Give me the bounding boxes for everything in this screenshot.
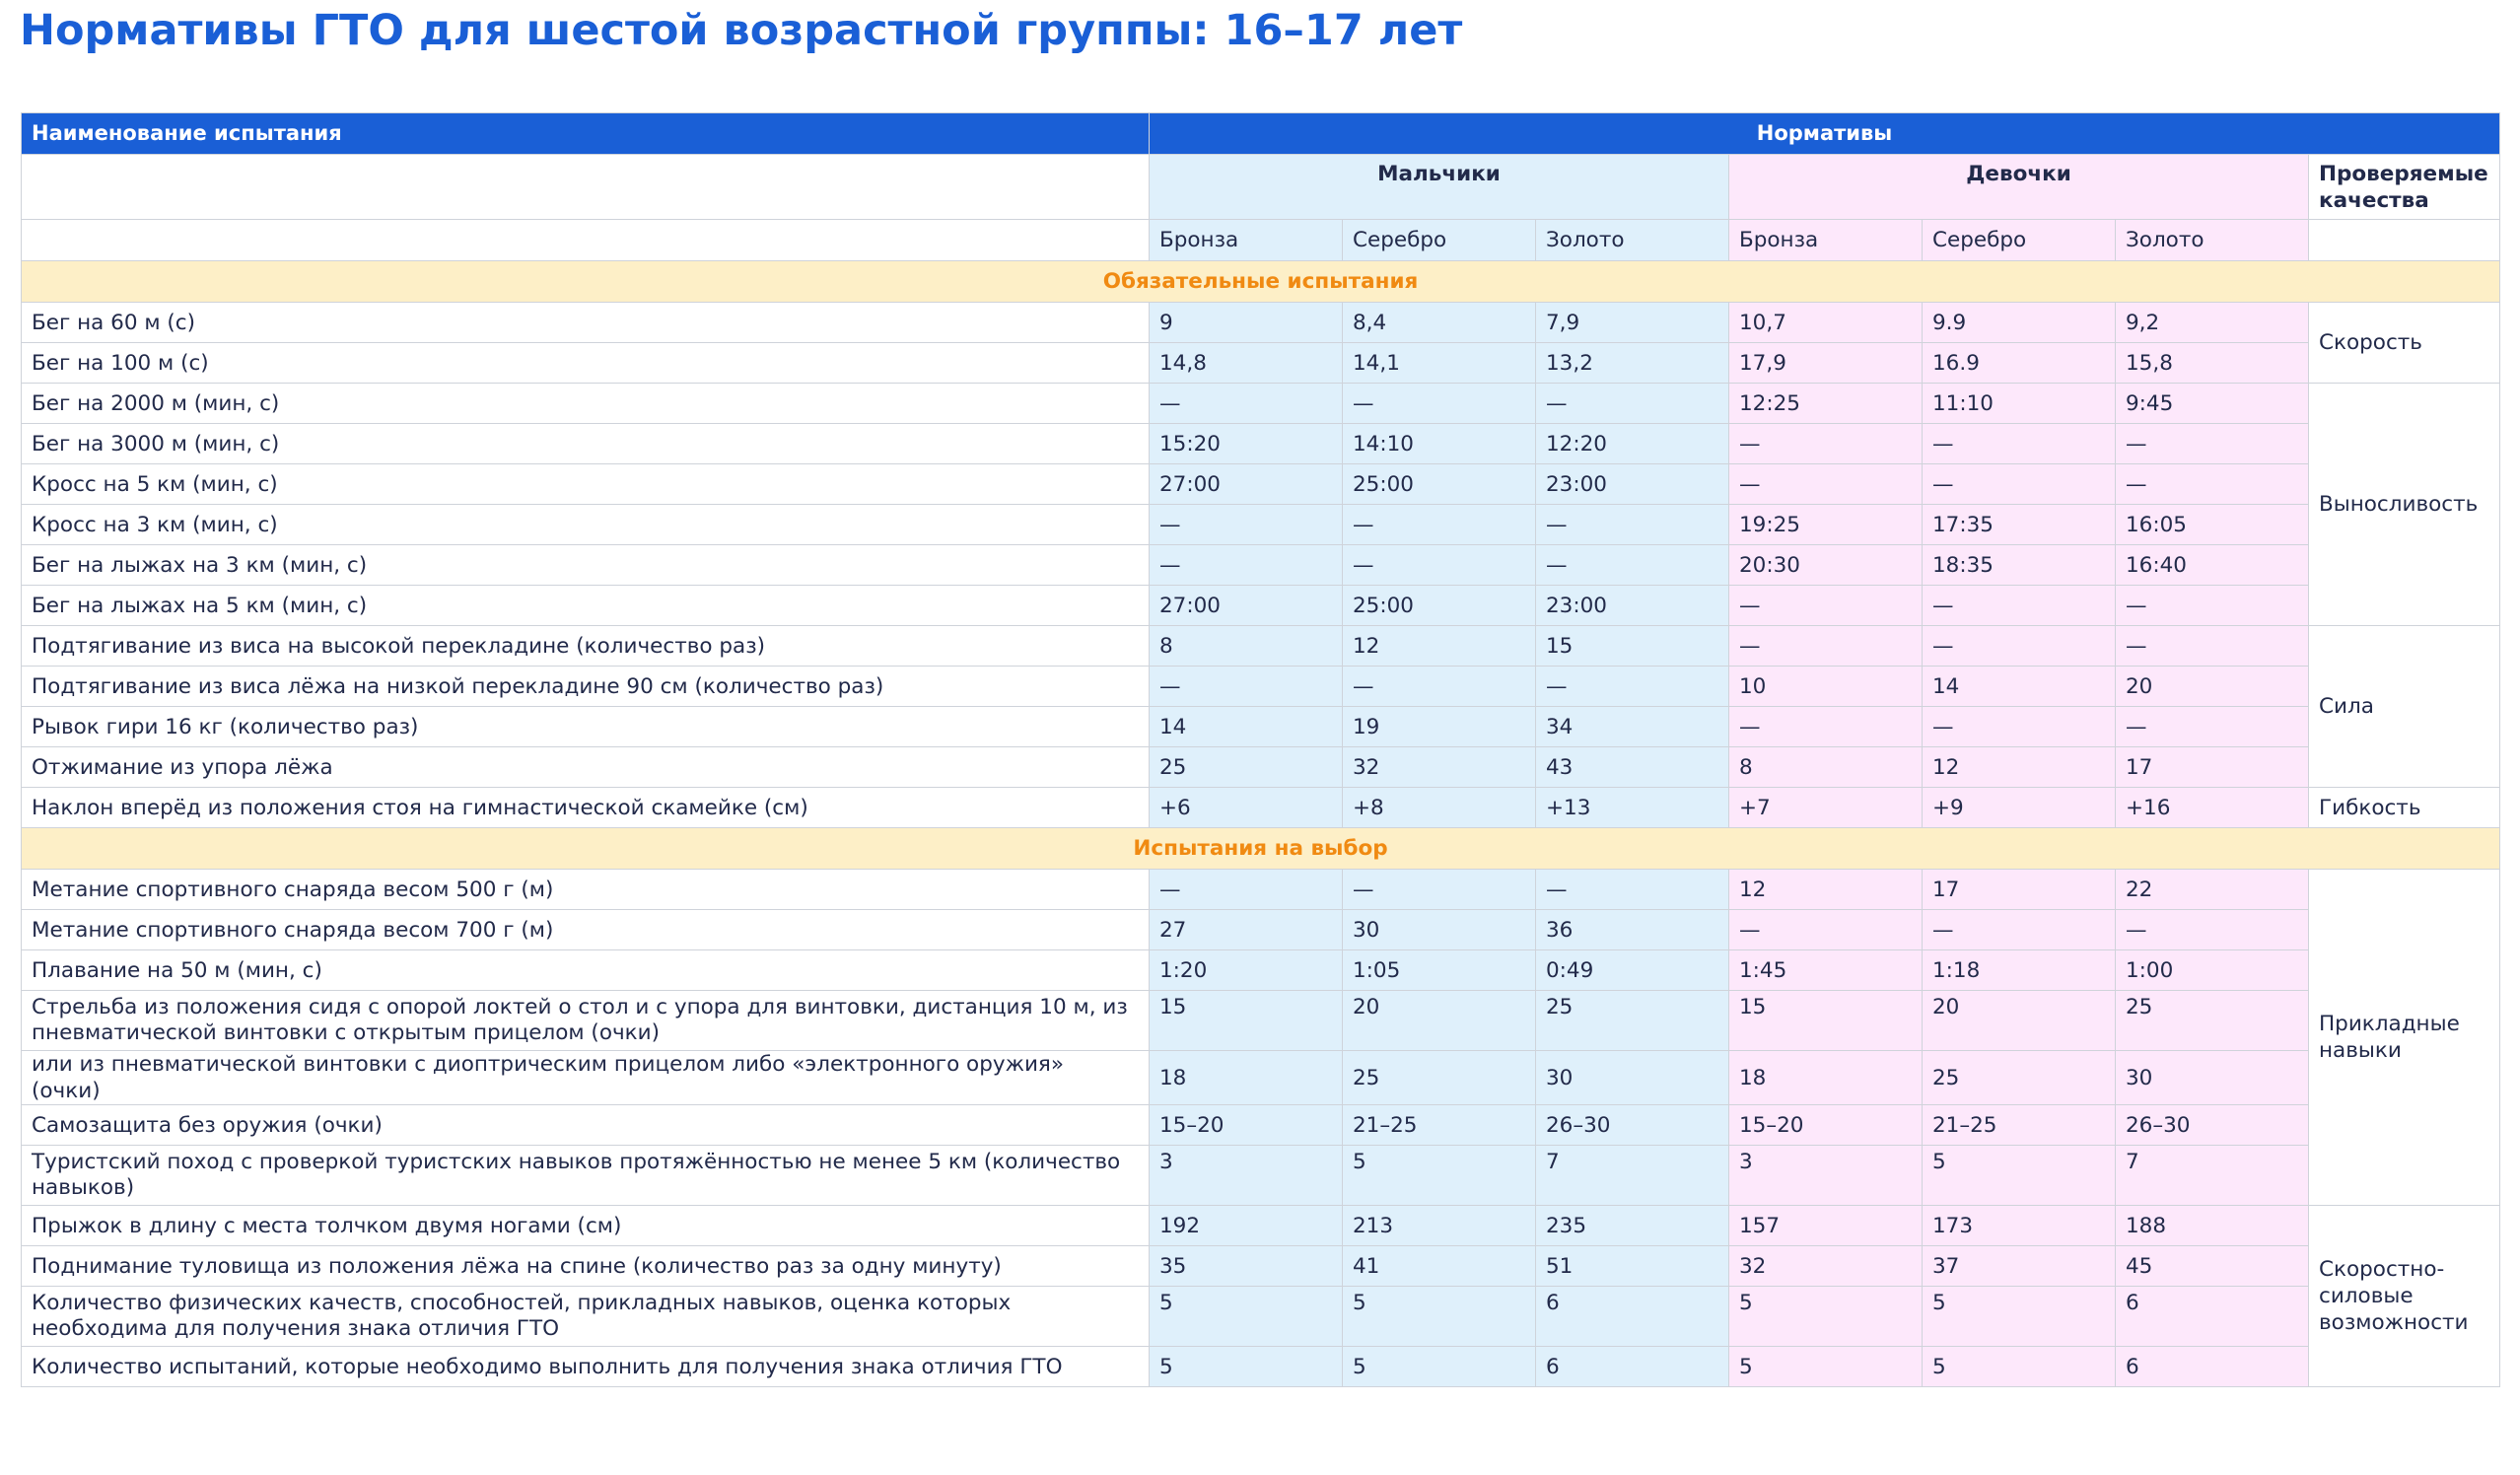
header-girls: Девочки: [1729, 155, 2309, 220]
girls-silver-value: +9: [1923, 788, 2116, 828]
girls-bronze-value: 1:45: [1729, 950, 1923, 991]
girls-gold-value: 6: [2116, 1287, 2309, 1347]
girls-bronze-value: —: [1729, 707, 1923, 747]
table-row: [22, 1051, 2500, 1105]
girls-bronze-value: 15: [1729, 991, 1923, 1051]
boys-silver-value: —: [1343, 384, 1536, 424]
quality-cell-applied: Прикладные навыки: [2309, 870, 2500, 1206]
girls-silver-value: 5: [1923, 1287, 2116, 1347]
test-name-cell: Прыжок в длину с места толчком двумя ногами (см): [22, 1206, 1150, 1246]
boys-gold-header: Золото: [1536, 220, 1729, 261]
boys-bronze-value: —: [1150, 545, 1343, 586]
table-row: [22, 343, 2500, 384]
test-name-cell: Метание спортивного снаряда весом 500 г (м): [22, 870, 1150, 910]
boys-gold-value: —: [1536, 870, 1729, 910]
girls-silver-value: 12: [1923, 747, 2116, 788]
test-name-cell: Стрельба из положения сидя с опорой локтей о стол и с упора для винтовки, дистанция 10 м, из пневматической винтовки с открытым прицелом (очки): [22, 991, 1150, 1051]
girls-silver-header: Серебро: [1923, 220, 2116, 261]
girls-silver-value: 1:18: [1923, 950, 2116, 991]
boys-silver-value: 1:05: [1343, 950, 1536, 991]
boys-gold-value: 0:49: [1536, 950, 1729, 991]
girls-silver-value: 18:35: [1923, 545, 2116, 586]
test-name-cell: Кросс на 3 км (мин, с): [22, 505, 1150, 545]
boys-gold-value: 7,9: [1536, 303, 1729, 343]
boys-gold-value: 12:20: [1536, 424, 1729, 464]
boys-bronze-value: 14: [1150, 707, 1343, 747]
test-name-cell: Количество физических качеств, способностей, прикладных навыков, оценка которых необходима для получения знака отличия ГТО: [22, 1287, 1150, 1347]
boys-silver-value: 19: [1343, 707, 1536, 747]
girls-silver-value: 5: [1923, 1146, 2116, 1206]
section-title: Обязательные испытания: [22, 261, 2500, 303]
boys-silver-value: 32: [1343, 747, 1536, 788]
girls-bronze-value: 10,7: [1729, 303, 1923, 343]
girls-bronze-value: 17,9: [1729, 343, 1923, 384]
girls-gold-value: 9,2: [2116, 303, 2309, 343]
boys-silver-value: 213: [1343, 1206, 1536, 1246]
quality-cell-speed: Скорость: [2309, 303, 2500, 384]
boys-silver-value: 25:00: [1343, 464, 1536, 505]
boys-bronze-value: 15:20: [1150, 424, 1343, 464]
boys-silver-value: 14,1: [1343, 343, 1536, 384]
boys-bronze-value: 27:00: [1150, 586, 1343, 626]
boys-silver-value: +8: [1343, 788, 1536, 828]
table-row: [22, 1347, 2500, 1387]
boys-gold-value: 43: [1536, 747, 1729, 788]
table-row: [22, 1105, 2500, 1146]
gender-header-row: [22, 155, 2500, 220]
test-name-cell: Плавание на 50 м (мин, с): [22, 950, 1150, 991]
table-row: [22, 747, 2500, 788]
girls-bronze-value: 10: [1729, 667, 1923, 707]
girls-gold-value: 188: [2116, 1206, 2309, 1246]
boys-silver-value: 8,4: [1343, 303, 1536, 343]
table-row: [22, 950, 2500, 991]
table-row: [22, 424, 2500, 464]
table-row: [22, 991, 2500, 1051]
boys-silver-header: Серебро: [1343, 220, 1536, 261]
girls-silver-value: 5: [1923, 1347, 2116, 1387]
boys-silver-value: 12: [1343, 626, 1536, 667]
girls-gold-value: 30: [2116, 1051, 2309, 1105]
girls-silver-value: 16.9: [1923, 343, 2116, 384]
girls-gold-value: 20: [2116, 667, 2309, 707]
boys-bronze-value: —: [1150, 667, 1343, 707]
test-name-cell: Бег на 60 м (с): [22, 303, 1150, 343]
header-empty-cell: [22, 155, 1150, 220]
boys-gold-value: 15: [1536, 626, 1729, 667]
table-row: [22, 910, 2500, 950]
girls-gold-value: —: [2116, 626, 2309, 667]
boys-bronze-value: 18: [1150, 1051, 1343, 1105]
girls-gold-value: +16: [2116, 788, 2309, 828]
girls-bronze-value: 5: [1729, 1347, 1923, 1387]
boys-bronze-value: 1:20: [1150, 950, 1343, 991]
girls-bronze-value: 3: [1729, 1146, 1923, 1206]
boys-bronze-value: 3: [1150, 1146, 1343, 1206]
girls-gold-value: 45: [2116, 1246, 2309, 1287]
girls-bronze-value: 20:30: [1729, 545, 1923, 586]
gto-norms-table: [21, 112, 2500, 1387]
table-row: [22, 384, 2500, 424]
boys-bronze-value: 8: [1150, 626, 1343, 667]
table-row: [22, 626, 2500, 667]
girls-silver-value: 11:10: [1923, 384, 2116, 424]
girls-gold-value: 7: [2116, 1146, 2309, 1206]
test-name-cell: Бег на лыжах на 5 км (мин, с): [22, 586, 1150, 626]
page-title: Нормативы ГТО для шестой возрастной группы: 16–17 лет: [20, 6, 1463, 55]
table-row: [22, 1146, 2500, 1206]
girls-gold-value: 16:40: [2116, 545, 2309, 586]
boys-silver-value: —: [1343, 545, 1536, 586]
girls-silver-value: —: [1923, 586, 2116, 626]
boys-gold-value: 51: [1536, 1246, 1729, 1287]
boys-bronze-value: 35: [1150, 1246, 1343, 1287]
boys-silver-value: 5: [1343, 1146, 1536, 1206]
girls-silver-value: —: [1923, 424, 2116, 464]
girls-silver-value: 9.9: [1923, 303, 2116, 343]
girls-gold-value: —: [2116, 586, 2309, 626]
test-name-cell: Туристский поход с проверкой туристских навыков протяжённостью не менее 5 км (количество навыков): [22, 1146, 1150, 1206]
boys-bronze-value: 15–20: [1150, 1105, 1343, 1146]
header-boys: Мальчики: [1150, 155, 1729, 220]
quality-cell-endurance: Выносливость: [2309, 384, 2500, 626]
girls-bronze-value: —: [1729, 586, 1923, 626]
girls-bronze-value: 5: [1729, 1287, 1923, 1347]
boys-silver-value: —: [1343, 505, 1536, 545]
girls-gold-value: 1:00: [2116, 950, 2309, 991]
test-name-cell: Метание спортивного снаряда весом 700 г (м): [22, 910, 1150, 950]
boys-gold-value: —: [1536, 505, 1729, 545]
header-qualities: Проверяемые качества: [2309, 155, 2500, 220]
boys-gold-value: 6: [1536, 1347, 1729, 1387]
girls-silver-value: 37: [1923, 1246, 2116, 1287]
test-name-cell: Самозащита без оружия (очки): [22, 1105, 1150, 1146]
header-empty-cell: [22, 220, 1150, 261]
girls-bronze-value: 15–20: [1729, 1105, 1923, 1146]
test-name-cell: Подтягивание из виса лёжа на низкой перекладине 90 см (количество раз): [22, 667, 1150, 707]
girls-silver-value: —: [1923, 626, 2116, 667]
boys-gold-value: 36: [1536, 910, 1729, 950]
table-row: [22, 1206, 2500, 1246]
girls-bronze-value: —: [1729, 626, 1923, 667]
girls-silver-value: 14: [1923, 667, 2116, 707]
boys-bronze-value: 14,8: [1150, 343, 1343, 384]
boys-bronze-header: Бронза: [1150, 220, 1343, 261]
girls-bronze-value: 18: [1729, 1051, 1923, 1105]
girls-silver-value: —: [1923, 464, 2116, 505]
table-row: [22, 707, 2500, 747]
table-row: [22, 303, 2500, 343]
boys-silver-value: —: [1343, 667, 1536, 707]
boys-silver-value: 30: [1343, 910, 1536, 950]
girls-silver-value: 21–25: [1923, 1105, 2116, 1146]
boys-gold-value: 34: [1536, 707, 1729, 747]
test-name-cell: Подтягивание из виса на высокой перекладине (количество раз): [22, 626, 1150, 667]
girls-gold-value: —: [2116, 910, 2309, 950]
boys-bronze-value: 27: [1150, 910, 1343, 950]
girls-bronze-value: —: [1729, 464, 1923, 505]
girls-gold-value: —: [2116, 424, 2309, 464]
boys-silver-value: 41: [1343, 1246, 1536, 1287]
test-name-cell: Бег на 2000 м (мин, с): [22, 384, 1150, 424]
girls-bronze-header: Бронза: [1729, 220, 1923, 261]
quality-cell-strength: Сила: [2309, 626, 2500, 788]
boys-bronze-value: 9: [1150, 303, 1343, 343]
section-row-mandatory: [22, 261, 2500, 303]
boys-bronze-value: 5: [1150, 1287, 1343, 1347]
boys-silver-value: 25: [1343, 1051, 1536, 1105]
test-name-cell: Бег на 100 м (с): [22, 343, 1150, 384]
test-name-cell: Наклон вперёд из положения стоя на гимнастической скамейке (см): [22, 788, 1150, 828]
table-row: [22, 586, 2500, 626]
boys-bronze-value: 27:00: [1150, 464, 1343, 505]
test-name-cell: Поднимание туловища из положения лёжа на спине (количество раз за одну минуту): [22, 1246, 1150, 1287]
girls-bronze-value: 19:25: [1729, 505, 1923, 545]
girls-gold-value: 6: [2116, 1347, 2309, 1387]
boys-silver-value: 5: [1343, 1347, 1536, 1387]
boys-silver-value: —: [1343, 870, 1536, 910]
section-title: Испытания на выбор: [22, 828, 2500, 870]
boys-bronze-value: —: [1150, 384, 1343, 424]
girls-bronze-value: 12:25: [1729, 384, 1923, 424]
girls-gold-value: 26–30: [2116, 1105, 2309, 1146]
girls-bronze-value: —: [1729, 910, 1923, 950]
girls-gold-value: 22: [2116, 870, 2309, 910]
boys-gold-value: 7: [1536, 1146, 1729, 1206]
girls-silver-value: —: [1923, 910, 2116, 950]
test-name-cell: Кросс на 5 км (мин, с): [22, 464, 1150, 505]
header-norms: Нормативы: [1150, 113, 2500, 155]
table-row: [22, 505, 2500, 545]
girls-silver-value: 25: [1923, 1051, 2116, 1105]
girls-silver-value: 17:35: [1923, 505, 2116, 545]
header-test-name: Наименование испытания: [22, 113, 1150, 155]
girls-bronze-value: 8: [1729, 747, 1923, 788]
boys-bronze-value: 15: [1150, 991, 1343, 1051]
girls-bronze-value: +7: [1729, 788, 1923, 828]
table-row: [22, 788, 2500, 828]
boys-gold-value: 25: [1536, 991, 1729, 1051]
girls-gold-value: 25: [2116, 991, 2309, 1051]
boys-bronze-value: 25: [1150, 747, 1343, 788]
girls-gold-value: 9:45: [2116, 384, 2309, 424]
girls-bronze-value: 157: [1729, 1206, 1923, 1246]
table-row: [22, 667, 2500, 707]
girls-silver-value: —: [1923, 707, 2116, 747]
test-name-cell: Бег на лыжах на 3 км (мин, с): [22, 545, 1150, 586]
header-row: [22, 113, 2500, 155]
boys-bronze-value: 192: [1150, 1206, 1343, 1246]
test-name-cell: Рывок гири 16 кг (количество раз): [22, 707, 1150, 747]
girls-bronze-value: 32: [1729, 1246, 1923, 1287]
boys-silver-value: 25:00: [1343, 586, 1536, 626]
quality-cell-speed-strength: Скоростно-силовые возможности: [2309, 1206, 2500, 1387]
test-name-cell: или из пневматической винтовки с диоптрическим прицелом либо «электронного оружия» (очки): [22, 1051, 1150, 1105]
boys-silver-value: 5: [1343, 1287, 1536, 1347]
boys-gold-value: 23:00: [1536, 586, 1729, 626]
boys-bronze-value: 5: [1150, 1347, 1343, 1387]
table-row: [22, 870, 2500, 910]
girls-silver-value: 173: [1923, 1206, 2116, 1246]
boys-gold-value: —: [1536, 545, 1729, 586]
boys-gold-value: 26–30: [1536, 1105, 1729, 1146]
boys-gold-value: 23:00: [1536, 464, 1729, 505]
boys-gold-value: 6: [1536, 1287, 1729, 1347]
girls-silver-value: 17: [1923, 870, 2116, 910]
boys-gold-value: 13,2: [1536, 343, 1729, 384]
girls-gold-value: —: [2116, 464, 2309, 505]
boys-gold-value: —: [1536, 384, 1729, 424]
test-name-cell: Отжимание из упора лёжа: [22, 747, 1150, 788]
quality-cell-flexibility: Гибкость: [2309, 788, 2500, 828]
section-row-optional: [22, 828, 2500, 870]
girls-gold-value: 16:05: [2116, 505, 2309, 545]
boys-bronze-value: —: [1150, 870, 1343, 910]
header-empty-cell: [2309, 220, 2500, 261]
boys-silver-value: 20: [1343, 991, 1536, 1051]
boys-silver-value: 14:10: [1343, 424, 1536, 464]
girls-gold-value: 17: [2116, 747, 2309, 788]
test-name-cell: Количество испытаний, которые необходимо выполнить для получения знака отличия ГТО: [22, 1347, 1150, 1387]
boys-bronze-value: —: [1150, 505, 1343, 545]
boys-gold-value: +13: [1536, 788, 1729, 828]
girls-gold-value: —: [2116, 707, 2309, 747]
boys-gold-value: —: [1536, 667, 1729, 707]
boys-gold-value: 235: [1536, 1206, 1729, 1246]
girls-bronze-value: 12: [1729, 870, 1923, 910]
table-row: [22, 1287, 2500, 1347]
girls-gold-value: 15,8: [2116, 343, 2309, 384]
girls-silver-value: 20: [1923, 991, 2116, 1051]
girls-gold-header: Золото: [2116, 220, 2309, 261]
table-row: [22, 545, 2500, 586]
test-name-cell: Бег на 3000 м (мин, с): [22, 424, 1150, 464]
table-row: [22, 464, 2500, 505]
table-row: [22, 1246, 2500, 1287]
boys-silver-value: 21–25: [1343, 1105, 1536, 1146]
girls-bronze-value: —: [1729, 424, 1923, 464]
medal-header-row: [22, 220, 2500, 261]
boys-gold-value: 30: [1536, 1051, 1729, 1105]
boys-bronze-value: +6: [1150, 788, 1343, 828]
